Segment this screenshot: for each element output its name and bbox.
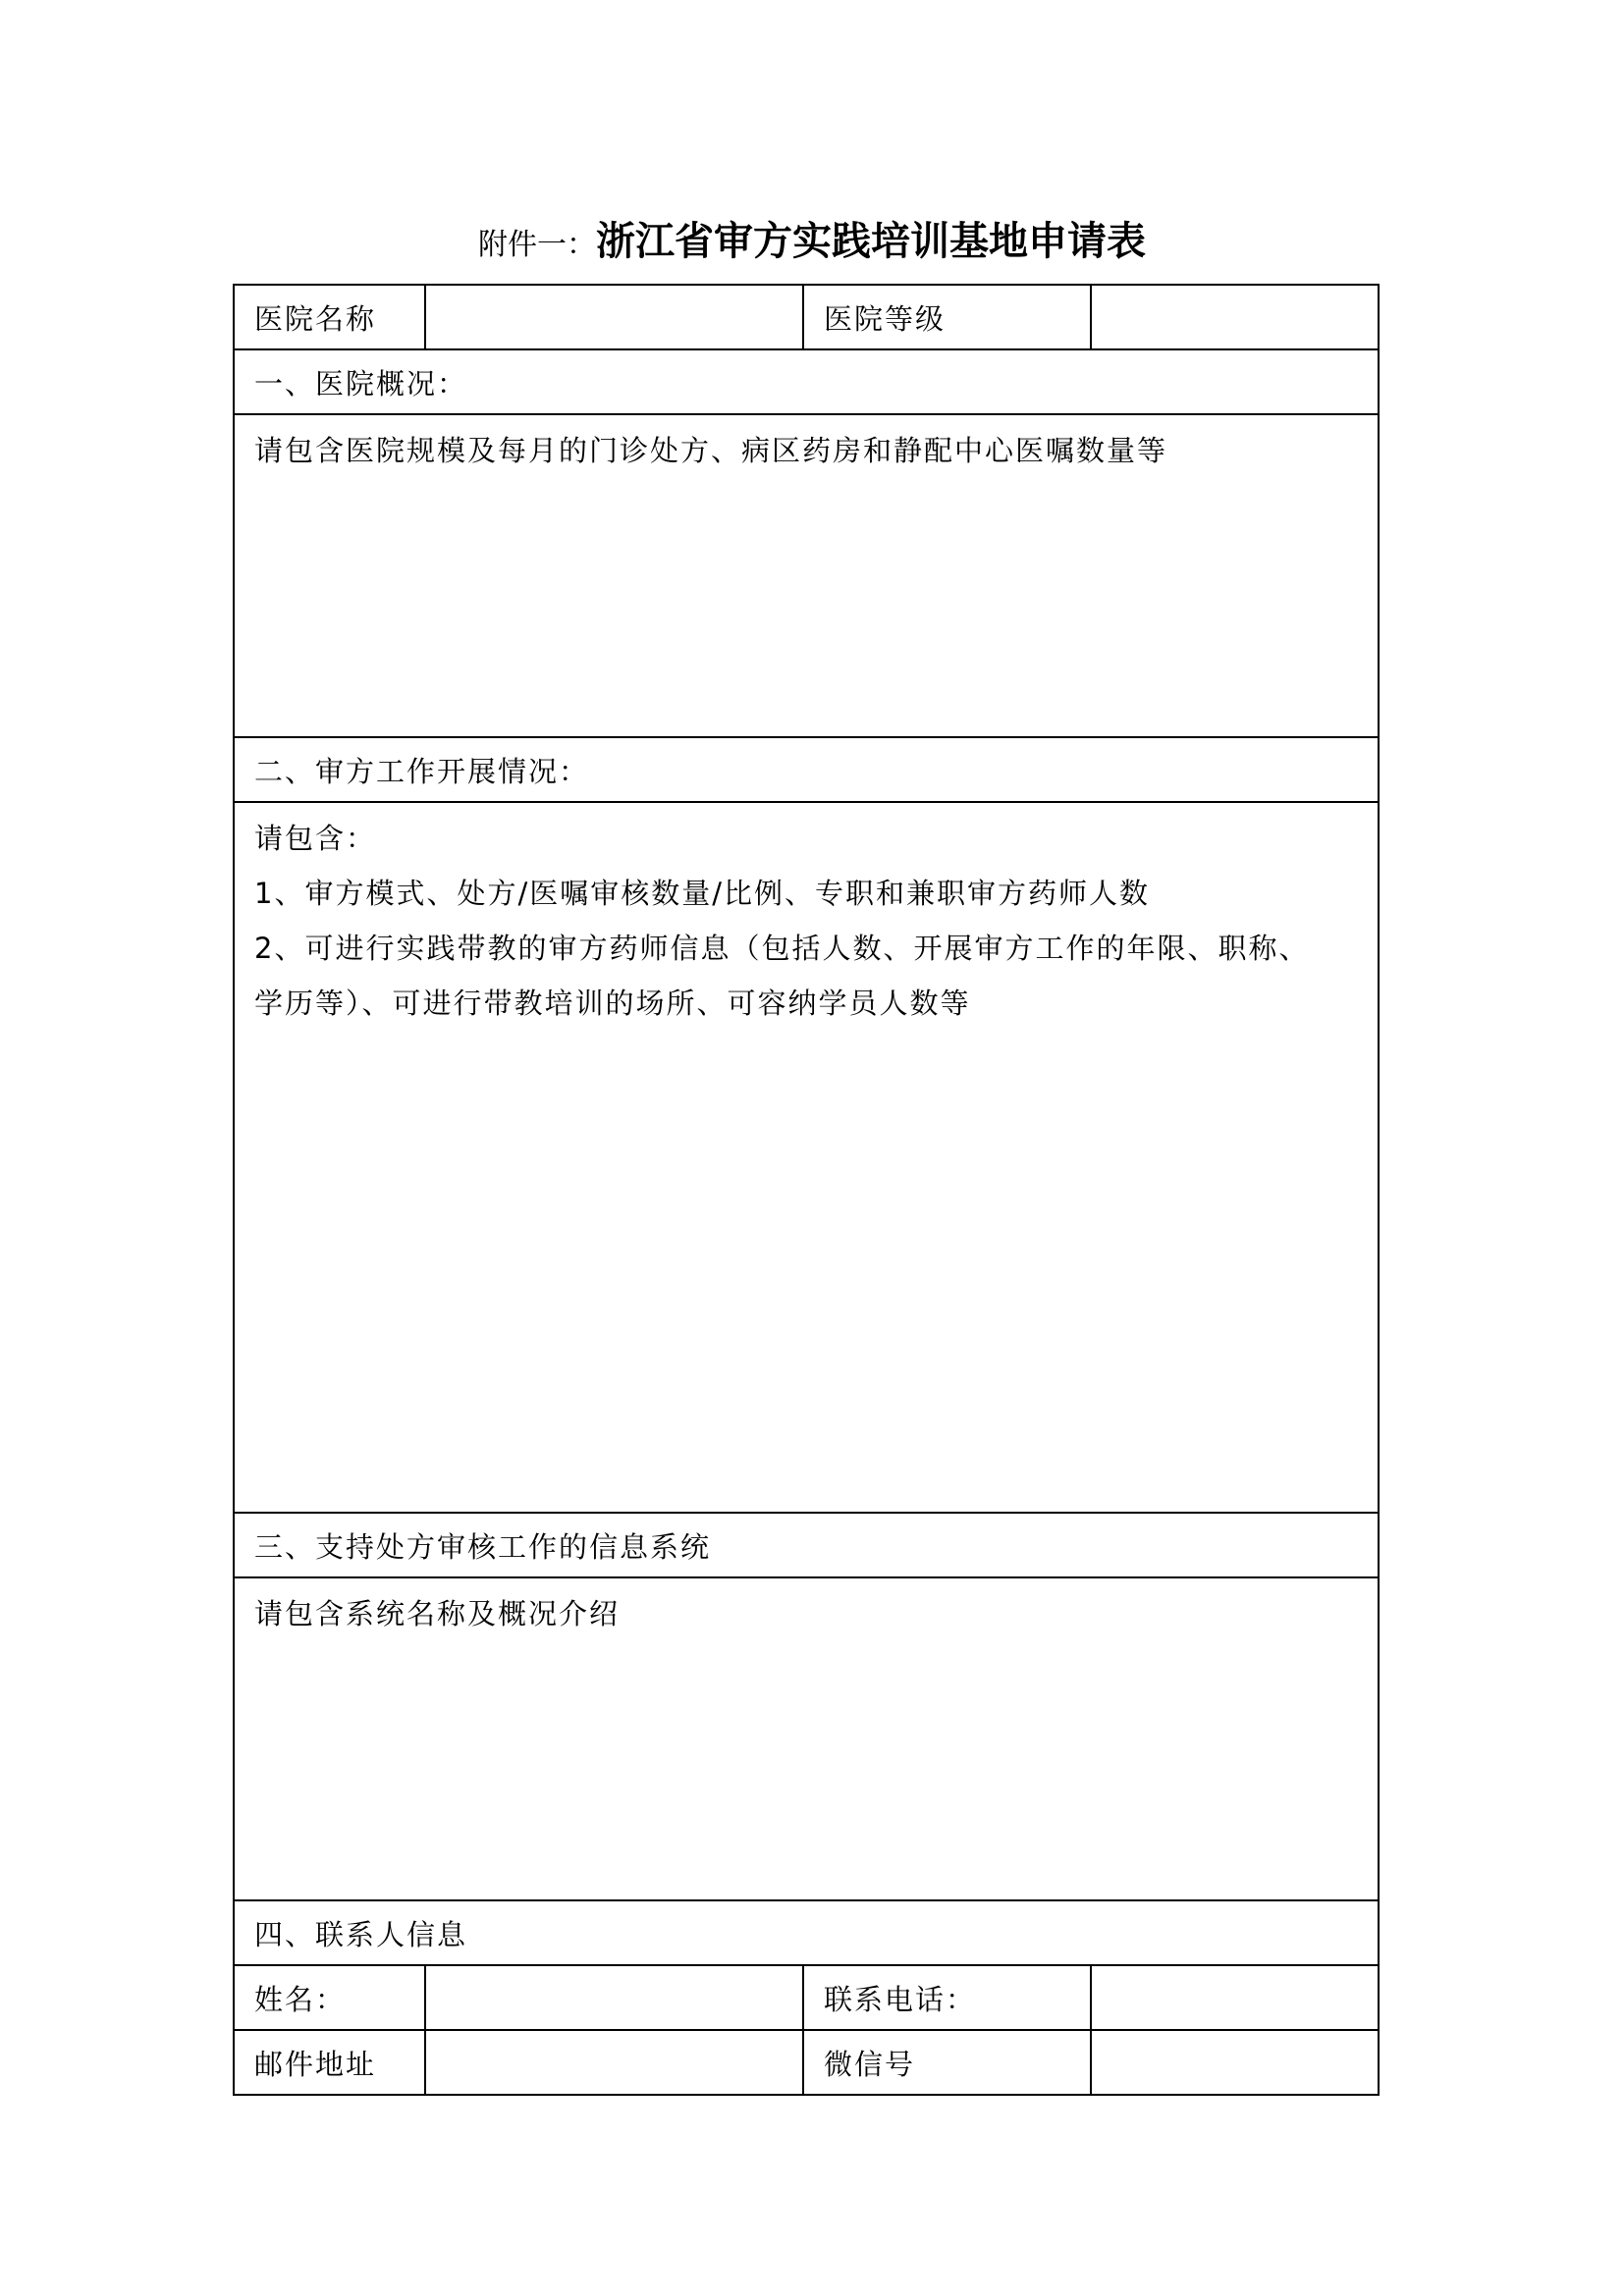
section3-body-row	[234, 1577, 1379, 1900]
contact-name-label: 姓名：	[234, 1965, 425, 2030]
application-form-table	[233, 284, 1380, 2096]
section2-heading-row	[234, 737, 1379, 802]
form-title	[0, 212, 1624, 279]
hospital-overview-field[interactable]	[234, 414, 1379, 737]
section2-line: 1、审方模式、处方/医嘱审核数量/比例、专职和兼职审方药师人数	[254, 877, 1150, 910]
hospital-level-field[interactable]	[1091, 285, 1379, 349]
contact-phone-label: 联系电话：	[803, 1965, 1091, 2030]
contact-wechat-field[interactable]	[1091, 2030, 1379, 2095]
section4-heading-row	[234, 1900, 1379, 1965]
contact-email-field[interactable]	[425, 2030, 803, 2095]
attachment-prefix: 附件一：	[478, 228, 596, 262]
section3-heading: 三、支持处方审核工作的信息系统	[234, 1513, 1379, 1577]
hospital-info-row	[234, 285, 1379, 349]
section2-line: 2、可进行实践带教的审方药师信息（包括人数、开展审方工作的年限、职称、	[254, 932, 1310, 965]
contact-email-label: 邮件地址	[234, 2030, 425, 2095]
hospital-level-label: 医院等级	[803, 285, 1091, 349]
info-system-field[interactable]	[234, 1577, 1379, 1900]
section2-line: 请包含：	[254, 822, 377, 855]
review-work-field[interactable]	[234, 802, 1379, 1513]
hospital-name-field[interactable]	[425, 285, 803, 349]
section4-heading: 四、联系人信息	[234, 1900, 1379, 1965]
section2-body-row	[234, 802, 1379, 1513]
section1-heading-row	[234, 349, 1379, 414]
section3-prompt: 请包含系统名称及概况介绍	[254, 1597, 621, 1630]
section1-prompt: 请包含医院规模及每月的门诊处方、病区药房和静配中心医嘱数量等	[254, 434, 1168, 467]
contact-row-1	[234, 1965, 1379, 2030]
contact-phone-field[interactable]	[1091, 1965, 1379, 2030]
hospital-name-label: 医院名称	[234, 285, 425, 349]
contact-row-2	[234, 2030, 1379, 2095]
section2-line: 学历等）、可进行带教培训的场所、可容纳学员人数等	[254, 987, 971, 1020]
section1-body-row	[234, 414, 1379, 737]
section2-heading: 二、审方工作开展情况：	[234, 737, 1379, 802]
section1-heading: 一、医院概况：	[234, 349, 1379, 414]
section3-heading-row	[234, 1513, 1379, 1577]
contact-wechat-label: 微信号	[803, 2030, 1091, 2095]
page-title: 浙江省审方实践培训基地申请表	[596, 219, 1146, 264]
contact-name-field[interactable]	[425, 1965, 803, 2030]
